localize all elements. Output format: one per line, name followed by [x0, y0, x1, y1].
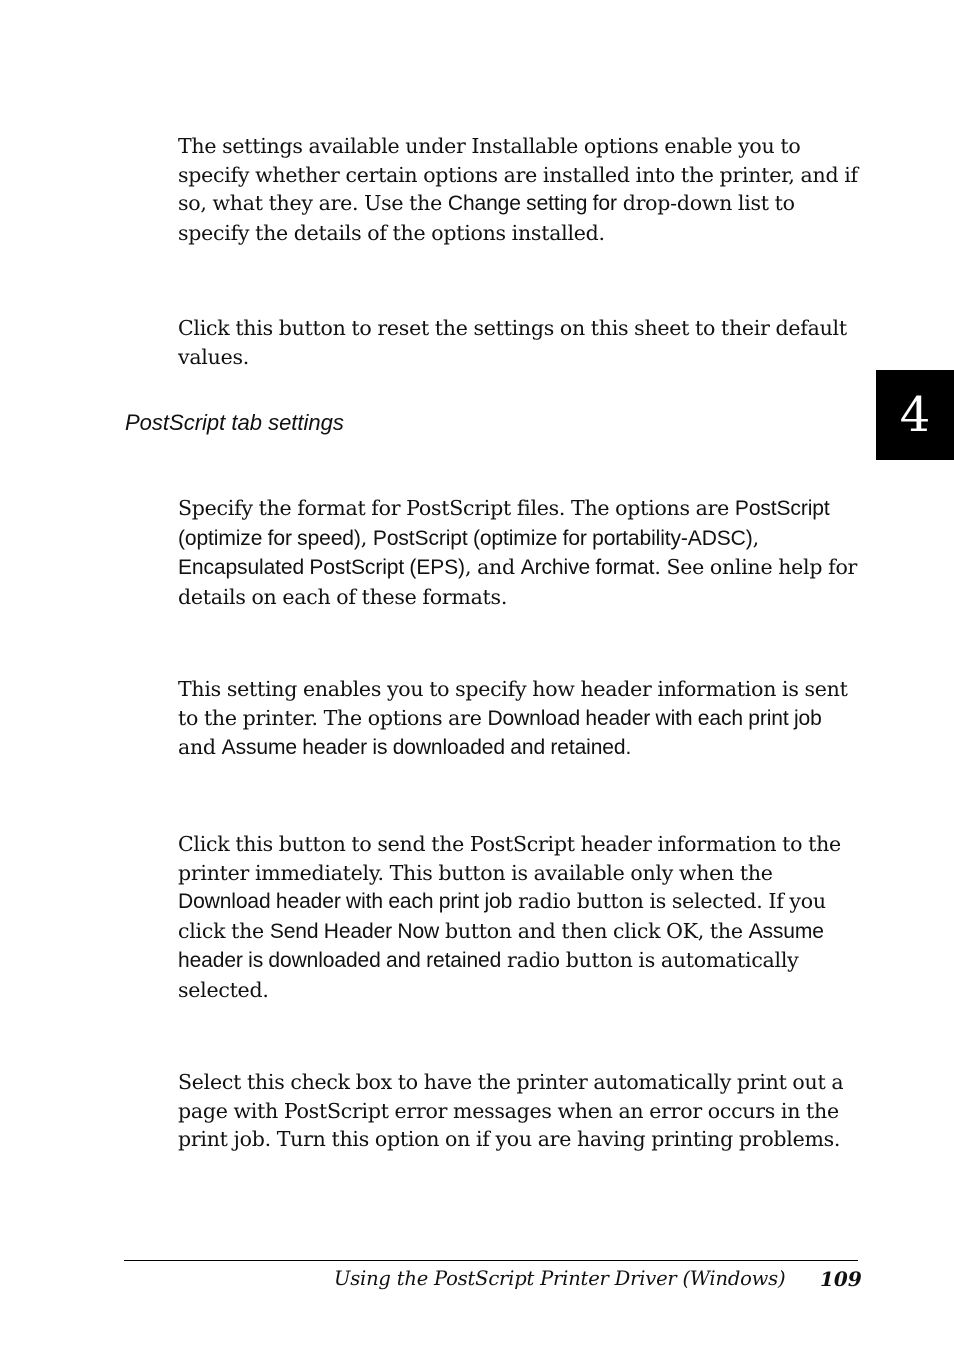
ui-term-assume-header: Assume header is downloaded and retained: [178, 919, 824, 973]
chapter-tab: 4: [876, 370, 954, 460]
installable-options-paragraph: [178, 132, 862, 247]
page-number: 109: [820, 1267, 862, 1291]
ui-term-eps: Encapsulated PostScript (EPS): [178, 556, 465, 580]
body-text: and: [178, 735, 222, 760]
body-text: ,: [360, 525, 373, 550]
postscript-header-paragraph: [178, 675, 862, 763]
body-text: button and then click OK, the: [439, 918, 749, 943]
ui-term-download-header: Download header with each print job: [487, 706, 822, 730]
body-text: radio button is automatically selected.: [178, 948, 799, 1002]
body-text: Specify the format for PostScript files. The options are: [178, 496, 735, 520]
ui-term-optimize-speed: PostScript (optimize for speed): [178, 497, 830, 550]
ui-term-send-header-now: Send Header Now: [269, 919, 440, 943]
body-text: Select this check box to have the printer automatically print out a page with PostScript error messages when an error occurs in the print job. Turn this option on if you are having printing problems.: [178, 1070, 844, 1152]
restore-defaults-paragraph: [178, 314, 862, 371]
output-format-paragraph: [178, 494, 862, 611]
ui-term-download-header: Download header with each print job: [178, 890, 513, 914]
body-text: This setting enables you to specify how header information is sent to the printer. The options are: [178, 677, 848, 730]
ui-term-change-setting-for: Change setting for: [447, 192, 617, 216]
body-text: . See online help for details on each of these formats.: [178, 555, 858, 609]
ui-term-assume-header: Assume header is downloaded and retained.: [221, 736, 632, 760]
footer-title: Using the PostScript Printer Driver (Windows): [334, 1267, 786, 1290]
body-text: radio button is selected. If you click the: [178, 889, 826, 943]
section-heading: PostScript tab settings: [125, 410, 344, 435]
send-header-now-paragraph: [178, 830, 862, 1005]
ui-term-archive-format: Archive format: [520, 556, 655, 580]
body-text: Click this button to send the PostScript header information to the printer immediately. This button is available only when the: [178, 832, 841, 885]
body-text: drop-down list to specify the details of the options installed.: [178, 191, 795, 245]
body-text: , and: [464, 555, 521, 580]
footer-rule: [124, 1260, 858, 1261]
error-information-paragraph: [178, 1068, 862, 1154]
body-text: Click this button to reset the settings on this sheet to their default values.: [178, 316, 847, 369]
body-text: ,: [752, 525, 759, 550]
body-text: The settings available under Installable options enable you to specify whether certain options are installed into the printer, and if so, what they are. Use the: [178, 134, 858, 216]
ui-term-optimize-portability: PostScript (optimize for portability-ADSC): [372, 526, 753, 550]
